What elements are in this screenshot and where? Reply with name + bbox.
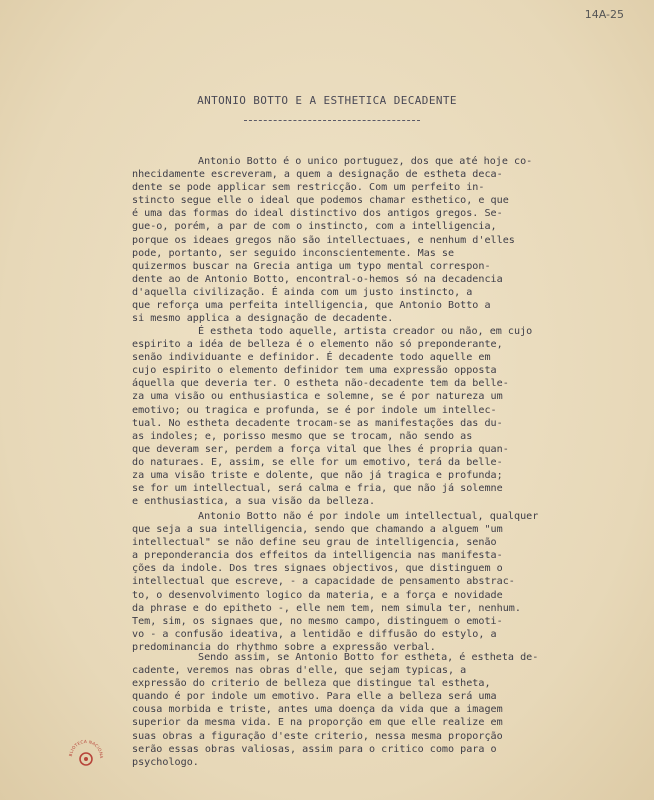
text-line: que reforça uma perfeita intelligencia, que Antonio Botto a <box>132 300 491 312</box>
text-line: predominancia do rhythmo sobre a expressão verbal. <box>132 641 436 653</box>
paragraph-2 <box>132 325 622 508</box>
text-line: do naturaes. E, assim, se elle for um emotivo, terá da belle- <box>132 456 503 468</box>
text-line: cujo espirito o elemento definidor tem uma expressão opposta <box>132 365 497 377</box>
text-line: dente se pode applicar sem restricção. Com um perfeito in- <box>132 182 485 194</box>
text-line: é uma das formas do ideal distinctivo dos antigos gregos. Se- <box>132 208 503 220</box>
text-line: si mesmo applica a designação de decadente. <box>132 313 394 325</box>
text-line: quizermos buscar na Grecia antiga um typo mental correspon- <box>132 260 491 272</box>
text-line: superior da mesma vida. E na proporção em que elle realize em <box>132 717 503 729</box>
text-line: da phrase e do epitheto -, elle nem tem, nem simula ter, nenhum. <box>132 602 521 614</box>
text-line: za uma visão triste e dolente, que não já tragica e profunda; <box>132 470 503 482</box>
text-line: emotivo; ou tragica e profunda, se é por indole um intellec- <box>132 404 497 416</box>
text-line: vo - a confusão ideativa, a lentidão e diffusão do estylo, a <box>132 628 497 640</box>
text-line: expressão do criterio de belleza que distingue tal estheta, <box>132 678 491 690</box>
text-line: áquella que deveria ter. O estheta não-decadente tem da belle- <box>132 378 509 390</box>
text-line: a preponderancia dos effeitos da intelligencia nas manifesta- <box>132 550 503 562</box>
text-line: que seja a sua intelligencia, sendo que chamando a alguem "um <box>132 524 503 536</box>
text-line: serão essas obras valiosas, assim para o critico como para o <box>132 743 497 755</box>
text-line: espirito a idéa de belleza é o elemento não só preponderante, <box>132 339 503 351</box>
paragraph-4 <box>132 651 622 769</box>
text-line: que deveram ser, perdem a força vital que lhes é propria quan- <box>132 443 509 455</box>
text-line: Antonio Botto não é por indole um intellectual, qualquer <box>198 511 539 522</box>
text-line: gue-o, porém, a par de com o instincto, com a intelligencia, <box>132 221 497 233</box>
text-line: porque os ideaes gregos não são intellectuaes, e nenhum d'elles <box>132 234 515 246</box>
text-line: psychologo. <box>132 756 199 768</box>
text-line: as indoles; e, porisso mesmo que se trocam, não sendo as <box>132 430 473 442</box>
text-line: quando é por indole um emotivo. Para elle a belleza será uma <box>132 691 497 703</box>
paragraph-3 <box>132 510 622 654</box>
text-line: intellectual que escreve, - a capacidade de pensamento abstrac- <box>132 576 515 588</box>
text-line: d'aquella civilização. É ainda com um justo instincto, a <box>132 286 473 298</box>
text-line: É estheta todo aquelle, artista creador ou não, em cujo <box>198 326 533 337</box>
text-line: cousa morbida e triste, antes uma doença da vida que a imagem <box>132 704 503 716</box>
document-title: ANTONIO BOTTO E A ESTHETICA DECADENTE <box>197 94 457 107</box>
text-line: e enthusiastica, a sua visão da belleza. <box>132 496 376 508</box>
text-line: pode, portanto, ser seguido inconscientemente. Mas se <box>132 247 455 259</box>
text-line: ções da indole. Dos tres signaes objectivos, que distinguem o <box>132 563 503 575</box>
text-line: nhecidamente escreveram, a quem a designação de estheta deca- <box>132 169 503 181</box>
archive-code: 14A-25 <box>584 8 624 21</box>
text-line: za uma visão ou enthusiastica e solemne, se é por natureza um <box>132 391 503 403</box>
text-line: Antonio Botto é o unico portuguez, dos que até hoje co- <box>198 156 533 167</box>
library-stamp <box>64 733 108 777</box>
text-line: cadente, veremos nas obras d'elle, que sejam typicas, a <box>132 665 467 677</box>
text-line: senão individuante e definidor. É decadente todo aquelle em <box>132 352 491 364</box>
text-line: Sendo assim, se Antonio Botto for estheta, é estheta de- <box>198 652 539 663</box>
text-line: Tem, sim, os signaes que, no mesmo campo, distinguem o emoti- <box>132 615 503 627</box>
text-line: to, o desenvolvimento logico da materia, e a força e novidade <box>132 589 503 601</box>
paragraph-1 <box>132 155 622 325</box>
text-line: suas obras a figuração d'este criterio, nessa mesma proporção <box>132 730 503 742</box>
text-line: stincto segue elle o ideal que podemos chamar esthetico, e que <box>132 195 509 207</box>
text-line: intellectual" se não define seu grau de intelligencia, senão <box>132 537 497 549</box>
text-line: se for um intellectual, será calma e fria, que não já solemne <box>132 483 503 495</box>
svg-text:BIBLIOTECA NACIONAL: BLIOTECA NACIONA <box>67 738 105 759</box>
text-line: dente ao de Antonio Botto, encontral-o-hemos só na decadencia <box>132 273 503 285</box>
text-line: tual. No estheta decadente trocam-se as manifestações das du- <box>132 417 503 429</box>
title-underline <box>244 120 420 121</box>
